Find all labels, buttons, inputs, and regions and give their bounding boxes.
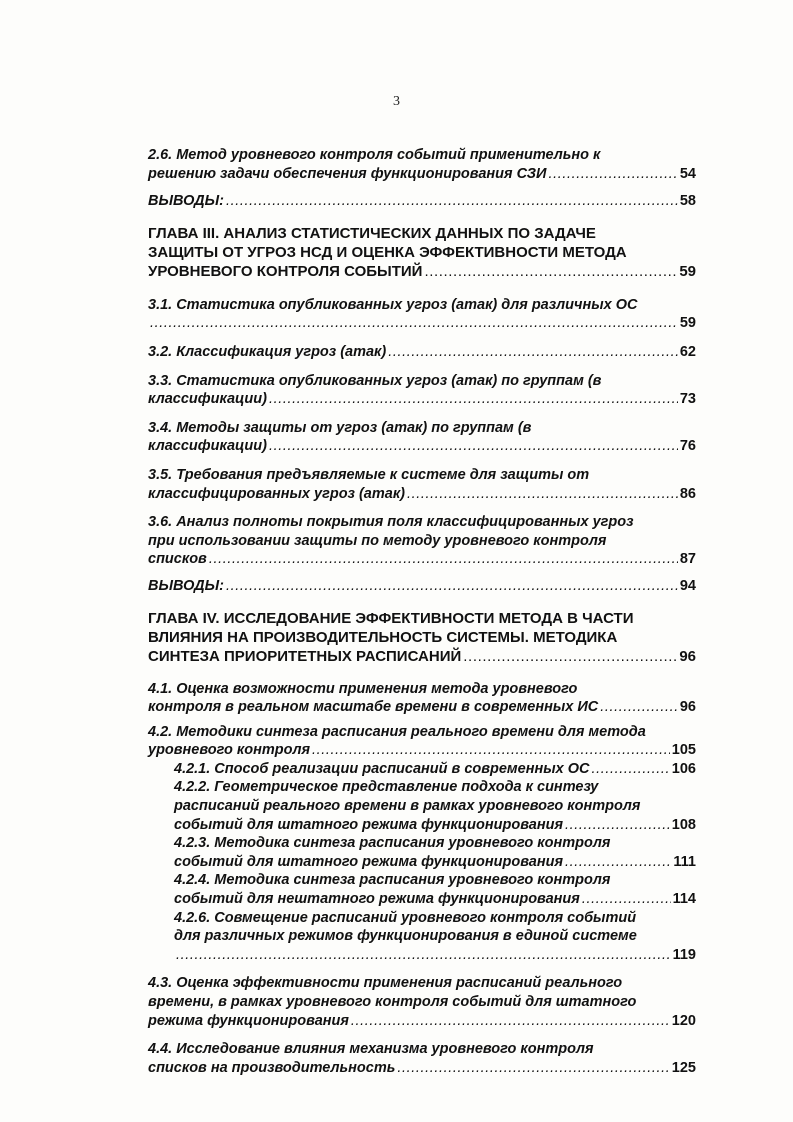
toc-page-number: 87 [679, 551, 696, 568]
toc-entry-title-line: расписаний реального времени в рамках уровневого контроля [174, 798, 641, 815]
toc-entry[interactable] [148, 372, 696, 409]
toc-entry[interactable] [148, 343, 696, 362]
toc-entry[interactable] [148, 224, 696, 281]
toc-entry-title-line: 3.1. Статистика опубликованных угроз (атак) для различных ОС [148, 296, 638, 313]
table-of-contents [148, 146, 696, 1077]
toc-page-number: 111 [673, 853, 696, 870]
toc-page-number: 58 [679, 193, 696, 210]
toc-entry-title-line: 3.3. Статистика опубликованных угроз (атак) по группам (в [148, 372, 602, 389]
toc-entry-title-line: ГЛАВА IV. ИССЛЕДОВАНИЕ ЭФФЕКТИВНОСТИ МЕТОДА В ЧАСТИ [148, 609, 634, 627]
toc-entry-title-line: 2.6. Метод уровневого контроля событий применительно к [148, 147, 601, 163]
toc-page-number: 59 [679, 315, 696, 332]
toc-entry-title-line: для различных режимов функционирования в единой системе [174, 928, 637, 945]
toc-page-number: 96 [679, 699, 696, 716]
toc-entry[interactable] [148, 680, 696, 717]
toc-entry-title-line: 4.4. Исследование влияния механизма уровневого контроля [148, 1041, 594, 1058]
toc-entry[interactable] [148, 871, 696, 908]
toc-entry[interactable] [148, 974, 696, 1030]
dot-leader [176, 946, 671, 965]
toc-page-number: 125 [671, 1059, 696, 1076]
toc-entry-title-line: списков на производительность [148, 1059, 396, 1076]
dot-leader [312, 741, 670, 760]
dot-leader [397, 1059, 669, 1078]
dot-leader [463, 647, 677, 666]
dot-leader [226, 192, 678, 211]
toc-entry-title-line: событий для нештатного режима функционирования [174, 891, 580, 908]
toc-page-number: 73 [679, 391, 696, 408]
toc-entry-title-line: 3.5. Требования предъявляемые к системе для защиты от [148, 466, 590, 483]
dot-leader [269, 390, 678, 409]
toc-page-number: 106 [671, 760, 696, 777]
toc-entry-title-line: событий для штатного режима функционирования [174, 816, 564, 833]
dot-leader [424, 262, 677, 281]
toc-entry-title-line: классифицированных угроз (атак) [148, 485, 405, 502]
page-number: 3 [393, 94, 400, 109]
toc-entry-title-line: классификации) [148, 438, 267, 455]
toc-entry-title-line: 4.2.1. Способ реализации расписаний в современных ОС [174, 760, 590, 777]
dot-leader [565, 816, 670, 835]
toc-page-number: 54 [679, 165, 696, 182]
toc-entry-title-line: ЗАЩИТЫ ОТ УГРОЗ НСД И ОЦЕНКА ЭФФЕКТИВНОСТИ МЕТОДА [148, 243, 627, 261]
toc-page-number: 108 [671, 816, 696, 833]
toc-page-number: 94 [679, 577, 696, 594]
dot-leader [600, 698, 678, 717]
toc-entry[interactable] [148, 513, 696, 569]
toc-entry[interactable] [148, 146, 696, 183]
toc-entry[interactable] [148, 760, 696, 779]
toc-entry-title-line: 3.6. Анализ полноты покрытия поля классифицированных угроз [148, 514, 634, 531]
dot-leader [591, 760, 669, 779]
toc-entry-title-line: списков [148, 551, 207, 568]
toc-entry[interactable] [148, 723, 696, 760]
toc-page-number: 76 [679, 438, 696, 455]
toc-page-number: 59 [679, 262, 696, 280]
toc-entry-title-line: 4.3. Оценка эффективности применения расписаний реального [148, 975, 623, 992]
toc-entry[interactable] [148, 909, 696, 965]
dot-leader [407, 485, 678, 504]
toc-entry[interactable] [148, 192, 696, 211]
dot-leader [582, 890, 671, 909]
toc-entry[interactable] [148, 609, 696, 666]
dot-leader [351, 1012, 670, 1031]
toc-entry-title-line: 4.1. Оценка возможности применения метода уровневого [148, 680, 578, 697]
toc-entry-title-line: событий для штатного режима функционирования [174, 853, 564, 870]
toc-entry[interactable] [148, 296, 696, 333]
toc-entry-title-line: 4.2.3. Методика синтеза расписания уровневого контроля [174, 835, 611, 852]
toc-entry-title-line: СИНТЕЗА ПРИОРИТЕТНЫХ РАСПИСАНИЙ [148, 647, 462, 665]
toc-entry-title-line: контроля в реальном масштабе времени в современных ИС [148, 699, 599, 716]
toc-page-number: 114 [672, 891, 696, 908]
toc-entry-title-line: 4.2. Методики синтеза расписания реального времени для метода [148, 723, 646, 740]
toc-entry-title-line: 4.2.2. Геометрическое представление подхода к синтезу [174, 779, 599, 796]
toc-entry-title-line: УРОВНЕВОГО КОНТРОЛЯ СОБЫТИЙ [148, 262, 423, 280]
toc-entry-title-line: при использовании защиты по методу уровневого контроля [148, 532, 607, 549]
toc-entry[interactable] [148, 466, 696, 503]
dot-leader [209, 550, 678, 569]
toc-entry-title-line: уровневого контроля [148, 742, 311, 759]
toc-page-number: 86 [679, 485, 696, 502]
dot-leader [388, 343, 678, 362]
toc-entry-title-line: классификации) [148, 391, 267, 408]
toc-entry[interactable] [148, 1040, 696, 1077]
toc-page-number: 120 [671, 1012, 696, 1029]
toc-entry-title-line: ГЛАВА III. АНАЛИЗ СТАТИСТИЧЕСКИХ ДАННЫХ ПО ЗАДАЧЕ [148, 224, 596, 242]
dot-leader [226, 577, 678, 596]
toc-page-number: 96 [679, 647, 696, 665]
toc-entry-title-line: решению задачи обеспечения функционирования СЗИ [148, 165, 547, 182]
toc-entry-title-line: ВЫВОДЫ: [148, 577, 224, 594]
toc-entry-title-line: 3.4. Методы защиты от угроз (атак) по группам (в [148, 419, 532, 436]
toc-entry[interactable] [148, 577, 696, 596]
toc-page-number: 119 [672, 946, 696, 963]
toc-page-number: 105 [671, 742, 696, 759]
toc-page-number: 62 [679, 343, 696, 360]
toc-entry-title-line: 3.2. Классификация угроз (атак) [148, 343, 387, 360]
toc-entry-title-line: режима функционирования [148, 1012, 349, 1029]
dot-leader [269, 437, 678, 456]
dot-leader [150, 314, 678, 333]
toc-entry[interactable] [148, 778, 696, 834]
toc-entry-title-line: ВЫВОДЫ: [148, 193, 224, 210]
dot-leader [565, 853, 671, 872]
toc-entry[interactable] [148, 834, 696, 871]
toc-entry-title-line: 4.2.6. Совмещение расписаний уровневого контроля событий [174, 909, 637, 926]
toc-entry-title-line: ВЛИЯНИЯ НА ПРОИЗВОДИТЕЛЬНОСТЬ СИСТЕМЫ. МЕТОДИКА [148, 628, 618, 646]
dot-leader [548, 165, 677, 184]
toc-entry-title-line: времени, в рамках уровневого контроля событий для штатного [148, 994, 637, 1010]
toc-entry-title-line: 4.2.4. Методика синтеза расписания уровневого контроля [174, 872, 611, 889]
toc-entry[interactable] [148, 419, 696, 456]
